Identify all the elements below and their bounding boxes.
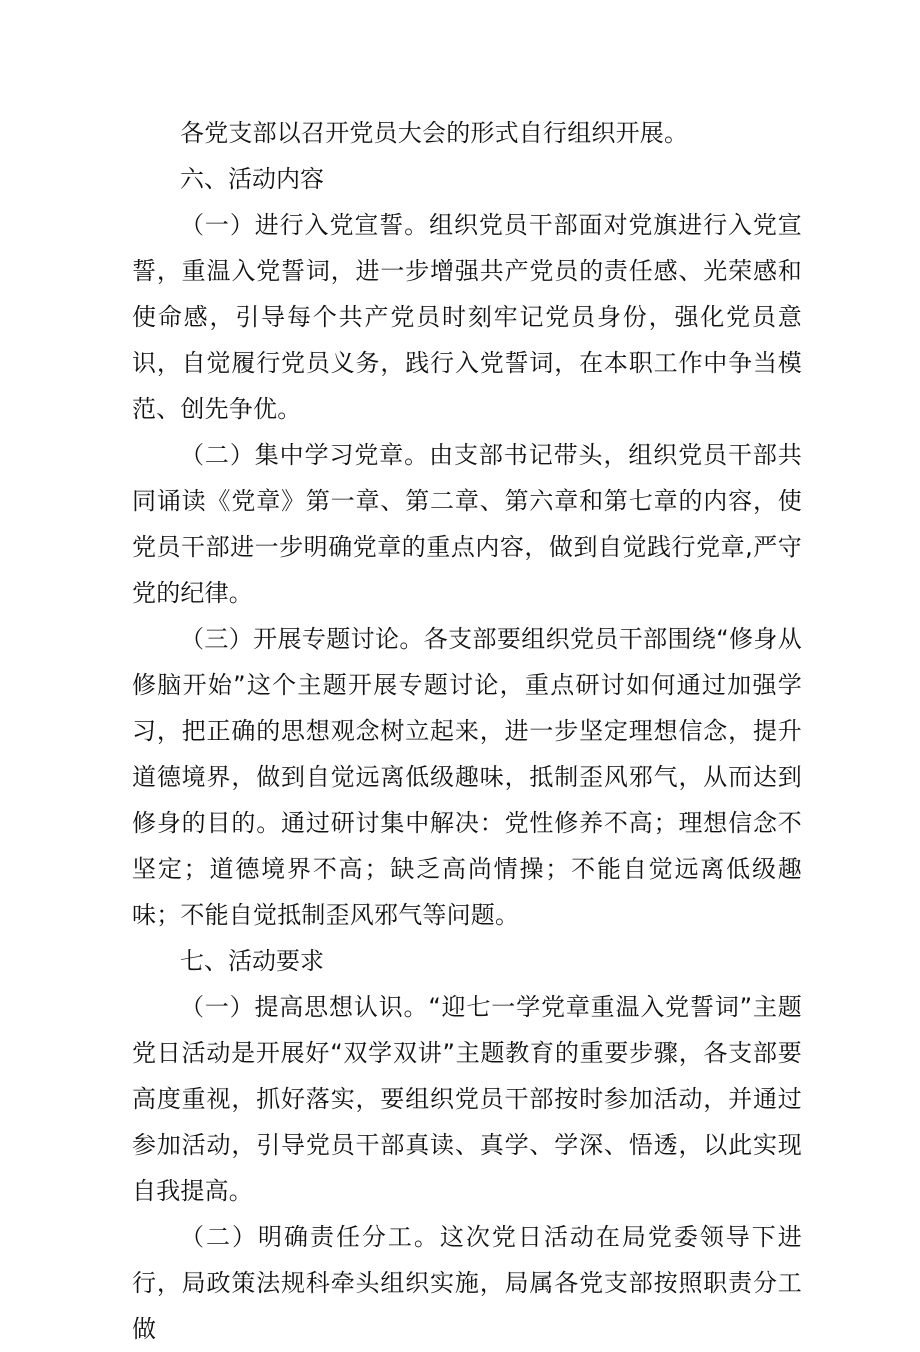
- section-heading-activity-content: 六、活动内容: [180, 165, 324, 193]
- paragraph-oath: （一）进行入党宣誓。组织党员干部面对党旗进行入党宣誓，重温入党誓词，进一步增强共产党员的责任感、光荣感和使命感，引导每个共产党员时刻牢记党员身份，强化党员意识，自觉履行党员义务，践行入党誓词，在本职工作中争当模范、创先争优。: [132, 211, 802, 423]
- paragraph-awareness: （一）提高思想认识。“迎七一学党章重温入党誓词”主题党日活动是开展好“双学双讲”主题教育的重要步骤，各支部要高度重视，抓好落实，要组织党员干部按时参加活动，并通过参加活动，引导党员干部真读、真学、学深、悟透，以此实现自我提高。: [132, 993, 802, 1205]
- paragraph-intro: 各党支部以召开党员大会的形式自行组织开展。: [180, 119, 689, 147]
- paragraph-responsibility: （二）明确责任分工。这次党日活动在局党委领导下进行，局政策法规科牵头组织实施，局属各党支部按照职责分工做: [132, 1223, 802, 1343]
- section-heading-activity-requirements: 七、活动要求: [180, 947, 324, 975]
- paragraph-study-charter: （二）集中学习党章。由支部书记带头，组织党员干部共同诵读《党章》第一章、第二章、第六章和第七章的内容，使党员干部进一步明确党章的重点内容，做到自觉践行党章,严守党的纪律。: [132, 441, 802, 607]
- document-body: [132, 110, 802, 1352]
- paragraph-discussion: （三）开展专题讨论。各支部要组织党员干部围绕“修身从修脑开始”这个主题开展专题讨论，重点研讨如何通过加强学习，把正确的思想观念树立起来，进一步坚定理想信念，提升道德境界，做到自觉远离低级趣味，抵制歪风邪气，从而达到修身的目的。通过研讨集中解决：党性修养不高；理想信念不坚定；道德境界不高；缺乏高尚情操；不能自觉远离低级趣味；不能自觉抵制歪风邪气等问题。: [132, 625, 802, 929]
